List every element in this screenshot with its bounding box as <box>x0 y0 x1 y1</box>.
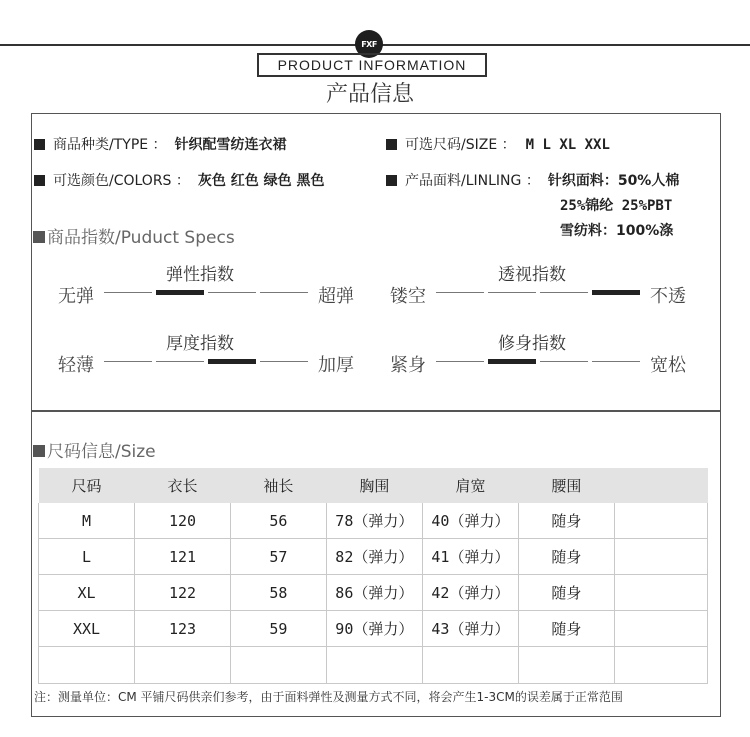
table-row <box>39 539 708 575</box>
spec-scale-segment <box>540 292 588 293</box>
spec-scale-segment <box>436 292 484 293</box>
table-cell: 90（弹力） <box>326 611 422 647</box>
table-cell <box>326 647 422 684</box>
spec-right-label: 宽松 <box>650 355 686 376</box>
table-cell: 随身 <box>519 503 615 539</box>
table-cell: 123 <box>135 611 231 647</box>
table-cell: 随身 <box>519 575 615 611</box>
table-cell: 82（弹力） <box>326 539 422 575</box>
spec-scale-segment <box>156 361 204 362</box>
table-cell <box>614 503 707 539</box>
size-label: 可选尺码/SIZE ： <box>405 137 516 153</box>
square-bullet-icon <box>33 445 45 457</box>
specs-heading: 商品指数/Puduct Specs <box>33 223 235 248</box>
size-value: M L XL XXL <box>525 137 610 153</box>
spec-level-marker <box>488 359 536 364</box>
table-cell: 随身 <box>519 611 615 647</box>
fabric-line3: 雪纺料：100%涤 <box>560 223 674 239</box>
table-cell <box>519 647 615 684</box>
size-heading: 尺码信息/Size <box>33 437 156 462</box>
col-sleeve: 袖长 <box>231 468 327 503</box>
table-cell: 41（弹力） <box>422 539 518 575</box>
table-cell: 86（弹力） <box>326 575 422 611</box>
table-cell: 42（弹力） <box>422 575 518 611</box>
table-cell <box>614 575 707 611</box>
table-cell: 57 <box>231 539 327 575</box>
type-row <box>34 134 287 154</box>
fabric-line1: 针织面料：50%人棉 <box>547 173 680 189</box>
spec-level-marker <box>592 290 640 295</box>
colors-value: 灰色 红色 绿色 黑色 <box>197 173 325 189</box>
spec-scale-segment <box>260 292 308 293</box>
spec-level-marker <box>156 290 204 295</box>
square-bullet-icon <box>386 175 397 186</box>
table-cell: 121 <box>135 539 231 575</box>
spec-left-label: 紧身 <box>390 355 426 376</box>
col-bust: 胸围 <box>326 468 422 503</box>
fabric-row <box>386 170 679 190</box>
colors-row <box>34 170 325 190</box>
table-cell <box>422 647 518 684</box>
spec-title: 透视指数 <box>498 265 566 285</box>
type-value: 针织配雪纺连衣裙 <box>174 137 287 153</box>
square-bullet-icon <box>386 139 397 150</box>
spec-left-label: 轻薄 <box>58 355 94 376</box>
table-cell: 120 <box>135 503 231 539</box>
square-bullet-icon <box>34 175 45 186</box>
table-cell: L <box>39 539 135 575</box>
col-size: 尺码 <box>39 468 135 503</box>
spec-right-label: 不透 <box>650 286 686 307</box>
table-cell: 122 <box>135 575 231 611</box>
spec-scale-segment <box>436 361 484 362</box>
col-waist: 腰围 <box>519 468 615 503</box>
spec-title: 弹性指数 <box>166 265 234 285</box>
spec-scale-segment <box>540 361 588 362</box>
spec-right-label: 超弹 <box>318 286 354 307</box>
table-cell: 56 <box>231 503 327 539</box>
col-extra <box>614 468 707 503</box>
spec-scale-segment <box>592 361 640 362</box>
measurement-note: 注：测量单位：CM 平铺尺码供亲们参考，由于面料弹性及测量方式不同，将会产生1-3CM的误差属于正常范围 <box>34 690 623 704</box>
table-cell: 78（弹力） <box>326 503 422 539</box>
fabric-line2: 25%锦纶 25%PBT <box>560 198 673 214</box>
table-cell <box>135 647 231 684</box>
table-cell <box>231 647 327 684</box>
title-en: PRODUCT INFORMATION <box>257 53 487 77</box>
table-row <box>39 503 708 539</box>
spec-scale-segment <box>488 292 536 293</box>
table-cell: 43（弹力） <box>422 611 518 647</box>
col-length: 衣长 <box>135 468 231 503</box>
table-cell: 58 <box>231 575 327 611</box>
size-row <box>386 134 610 154</box>
col-shoulder: 肩宽 <box>422 468 518 503</box>
spec-scale-segment <box>260 361 308 362</box>
type-label: 商品种类/TYPE ： <box>53 137 167 153</box>
table-row <box>39 647 708 684</box>
colors-label: 可选颜色/COLORS ： <box>53 173 190 189</box>
table-cell: XL <box>39 575 135 611</box>
spec-scale-segment <box>208 292 256 293</box>
table-row <box>39 611 708 647</box>
spec-title: 修身指数 <box>498 334 566 354</box>
spec-scale-segment <box>104 292 152 293</box>
title-cn: 产品信息 <box>325 82 414 107</box>
table-cell: 随身 <box>519 539 615 575</box>
spec-left-label: 镂空 <box>390 286 426 307</box>
table-cell <box>39 647 135 684</box>
table-header-row <box>39 468 708 503</box>
size-table <box>38 468 708 684</box>
table-cell <box>614 611 707 647</box>
brand-logo: FXF <box>355 30 383 58</box>
spec-scale-segment <box>104 361 152 362</box>
fabric-label: 产品面料/LINLING ： <box>405 173 540 189</box>
square-bullet-icon <box>33 231 45 243</box>
middle-divider <box>31 410 721 412</box>
table-row <box>39 575 708 611</box>
spec-right-label: 加厚 <box>318 355 354 376</box>
square-bullet-icon <box>34 139 45 150</box>
spec-title: 厚度指数 <box>166 334 234 354</box>
table-cell <box>614 539 707 575</box>
spec-left-label: 无弹 <box>58 286 94 307</box>
table-cell <box>614 647 707 684</box>
table-cell: XXL <box>39 611 135 647</box>
table-cell: M <box>39 503 135 539</box>
table-cell: 59 <box>231 611 327 647</box>
table-cell: 40（弹力） <box>422 503 518 539</box>
spec-level-marker <box>208 359 256 364</box>
